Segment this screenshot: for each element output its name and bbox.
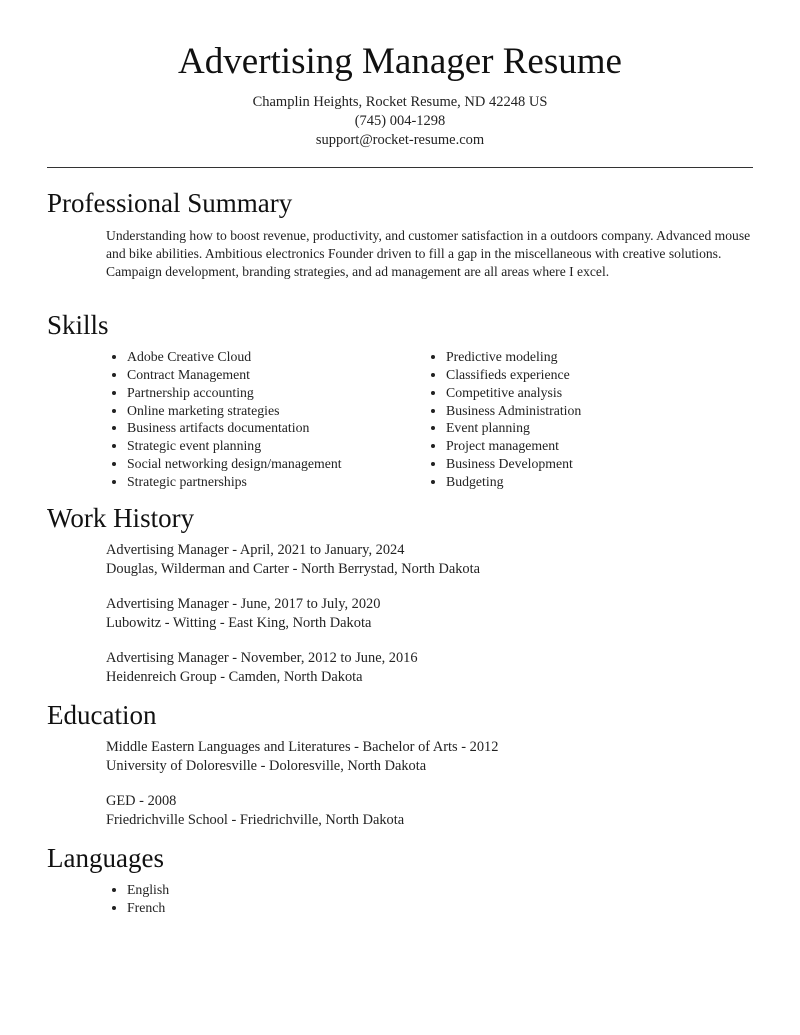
school-location: Friedrichville School - Friedrichville, North Dakota [106, 812, 405, 828]
job-company-location: Lubowitz - Witting - East King, North Dakota [106, 615, 372, 631]
job-title-dates: Advertising Manager - November, 2012 to June, 2016 [106, 650, 418, 666]
job-company-location: Heidenreich Group - Camden, North Dakota [106, 669, 363, 685]
skill-item: • Online marketing strategies [127, 402, 342, 420]
job-entry [106, 541, 480, 579]
skill-item: • Budgeting [446, 473, 581, 491]
education-entry [106, 792, 404, 830]
skill-item: • Adobe Creative Cloud [127, 348, 342, 366]
summary-heading: Professional Summary [47, 188, 293, 218]
language-item: • French [127, 899, 169, 917]
skill-item: • Classifieds experience [446, 366, 581, 384]
skill-item: • Contract Management [127, 366, 342, 384]
email: support@rocket-resume.com [315, 132, 485, 148]
job-title-dates: Advertising Manager - April, 2021 to January, 2024 [106, 542, 405, 558]
skill-item: • Predictive modeling [446, 348, 581, 366]
job-company-location: Douglas, Wilderman and Carter - North Berrystad, North Dakota [106, 561, 481, 577]
skill-item: • Competitive analysis [446, 384, 581, 402]
skill-item: • Business Administration [446, 402, 581, 420]
skills-heading: Skills [47, 310, 109, 340]
skill-item: • Business Development [446, 455, 581, 473]
job-entry [106, 649, 418, 687]
language-item: • English [127, 881, 169, 899]
degree: GED - 2008 [106, 793, 177, 809]
school-location: University of Doloresville - Doloresville, North Dakota [106, 758, 427, 774]
languages-list [106, 881, 169, 917]
skill-item: • Business artifacts documentation [127, 419, 342, 437]
skill-item: • Event planning [446, 419, 581, 437]
summary-text: Understanding how to boost revenue, productivity, and customer satisfaction in a outdoors company. Advanced mouse and bike abilities. Ambitious electronics Founder driven to fill a gap in the miscellaneous with creative solutions. Campaign development, branding strategies, and ad management are all areas where I excel. [106, 228, 751, 279]
divider [47, 167, 753, 168]
languages-heading: Languages [47, 843, 164, 873]
skills-list-left [106, 348, 342, 491]
education-entry [106, 738, 498, 776]
job-title-dates: Advertising Manager - June, 2017 to July, 2020 [106, 596, 381, 612]
work-history-heading: Work History [47, 503, 195, 533]
skills-list-right [425, 348, 581, 491]
address: Champlin Heights, Rocket Resume, ND 42248 US [252, 94, 548, 110]
skill-item: • Strategic event planning [127, 437, 342, 455]
education-heading: Education [47, 700, 157, 730]
skill-item: • Partnership accounting [127, 384, 342, 402]
degree: Middle Eastern Languages and Literatures - Bachelor of Arts - 2012 [106, 739, 499, 755]
phone: (745) 004-1298 [354, 113, 446, 129]
skill-item: • Social networking design/management [127, 455, 342, 473]
resume-title: Advertising Manager Resume [178, 41, 622, 82]
skill-item: • Project management [446, 437, 581, 455]
job-entry [106, 595, 380, 633]
skill-item: • Strategic partnerships [127, 473, 342, 491]
contact-info [0, 93, 800, 150]
